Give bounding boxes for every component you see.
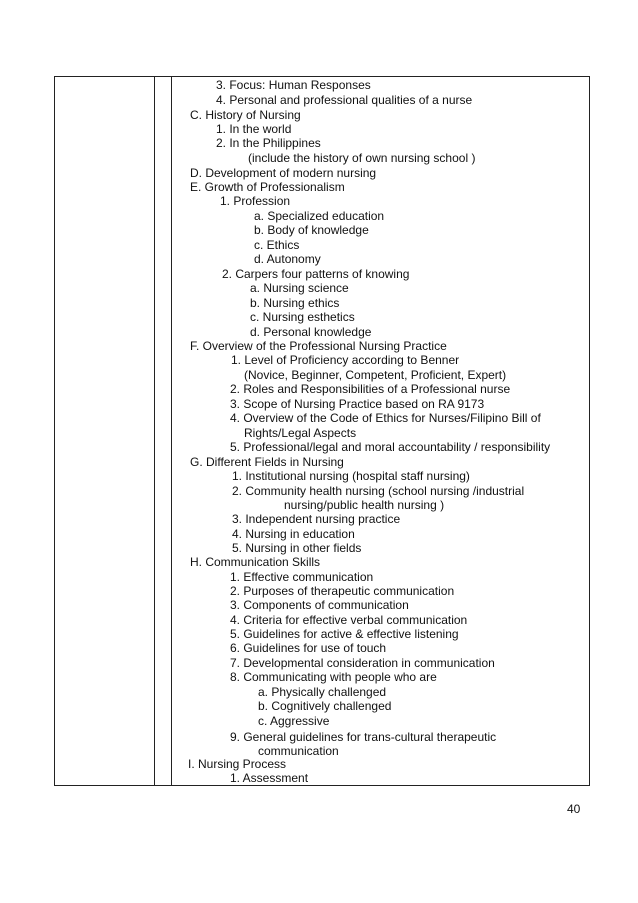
outline-line: 1. Effective communication	[230, 570, 374, 584]
outline-line: d. Personal knowledge	[250, 325, 372, 339]
outline-line: 5. Nursing in other fields	[232, 541, 362, 555]
outline-line: 3. Components of communication	[230, 598, 409, 612]
syllabus-table	[54, 76, 590, 786]
outline-line: a. Specialized education	[254, 209, 385, 223]
outline-line: 1. Profession	[220, 194, 291, 208]
outline-line: 5. Guidelines for active & effective listening	[230, 627, 459, 641]
outline-line: H. Communication Skills	[190, 555, 321, 569]
outline-line: 2. Roles and Responsibilities of a Professional nurse	[230, 382, 511, 396]
outline-line: 3. Independent nursing practice	[232, 512, 401, 526]
outline-line: Rights/Legal Aspects	[244, 426, 357, 440]
outline-line: a. Nursing science	[250, 281, 349, 295]
outline-line: c. Nursing esthetics	[250, 310, 355, 324]
outline-line: 2. Carpers four patterns of knowing	[222, 267, 410, 281]
outline-line: 1. Institutional nursing (hospital staff nursing)	[232, 469, 470, 483]
outline-line: (include the history of own nursing school )	[248, 151, 476, 165]
outline-line: 8. Communicating with people who are	[230, 670, 437, 684]
outline-line: G. Different Fields in Nursing	[190, 455, 344, 469]
outline-line: (Novice, Beginner, Competent, Proficient, Expert)	[244, 368, 507, 382]
outline-line: b. Body of knowledge	[254, 223, 369, 237]
outline-line: a. Physically challenged	[258, 685, 387, 699]
page-number: 40	[567, 802, 581, 816]
outline-line: nursing/public health nursing )	[284, 498, 445, 512]
outline-line: 9. General guidelines for trans-cultural therapeutic	[230, 730, 497, 744]
outline-line: F. Overview of the Professional Nursing Practice	[190, 339, 447, 353]
outline-line: 2. In the Philippines	[216, 136, 321, 150]
outline-line: 4. Nursing in education	[232, 527, 355, 541]
outline-line: 1. In the world	[216, 122, 292, 136]
outline-line: I. Nursing Process	[188, 757, 287, 771]
outline-line: E. Growth of Professionalism	[190, 180, 345, 194]
outline-content-cell	[55, 77, 589, 785]
outline-line: D. Development of modern nursing	[190, 166, 377, 180]
outline-line: 7. Developmental consideration in communication	[230, 656, 495, 670]
outline-line: communication	[258, 744, 339, 758]
outline-line: 2. Purposes of therapeutic communication	[230, 584, 455, 598]
outline-line: b. Cognitively challenged	[258, 699, 392, 713]
outline-line: 4. Overview of the Code of Ethics for Nurses/Filipino Bill of	[230, 411, 541, 425]
outline-line: b. Nursing ethics	[250, 296, 340, 310]
outline-line: 4. Personal and professional qualities of a nurse	[216, 93, 473, 107]
outline-line: d. Autonomy	[254, 252, 321, 266]
outline-line: 5. Professional/legal and moral accountability / responsibility	[230, 440, 551, 454]
outline-line: C. History of Nursing	[190, 108, 301, 122]
outline-line: 6. Guidelines for use of touch	[230, 641, 387, 655]
outline-line: 3. Focus: Human Responses	[216, 78, 371, 92]
outline-line: 2. Community health nursing (school nursing /industrial	[232, 484, 525, 498]
outline-line: c. Aggressive	[258, 714, 330, 728]
outline-line: c. Ethics	[254, 238, 300, 252]
outline-line: 1. Level of Proficiency according to Benner	[231, 353, 460, 367]
outline-line: 1. Assessment	[230, 771, 309, 785]
outline-line: 4. Criteria for effective verbal communication	[230, 613, 468, 627]
outline-line: 3. Scope of Nursing Practice based on RA 9173	[230, 397, 485, 411]
